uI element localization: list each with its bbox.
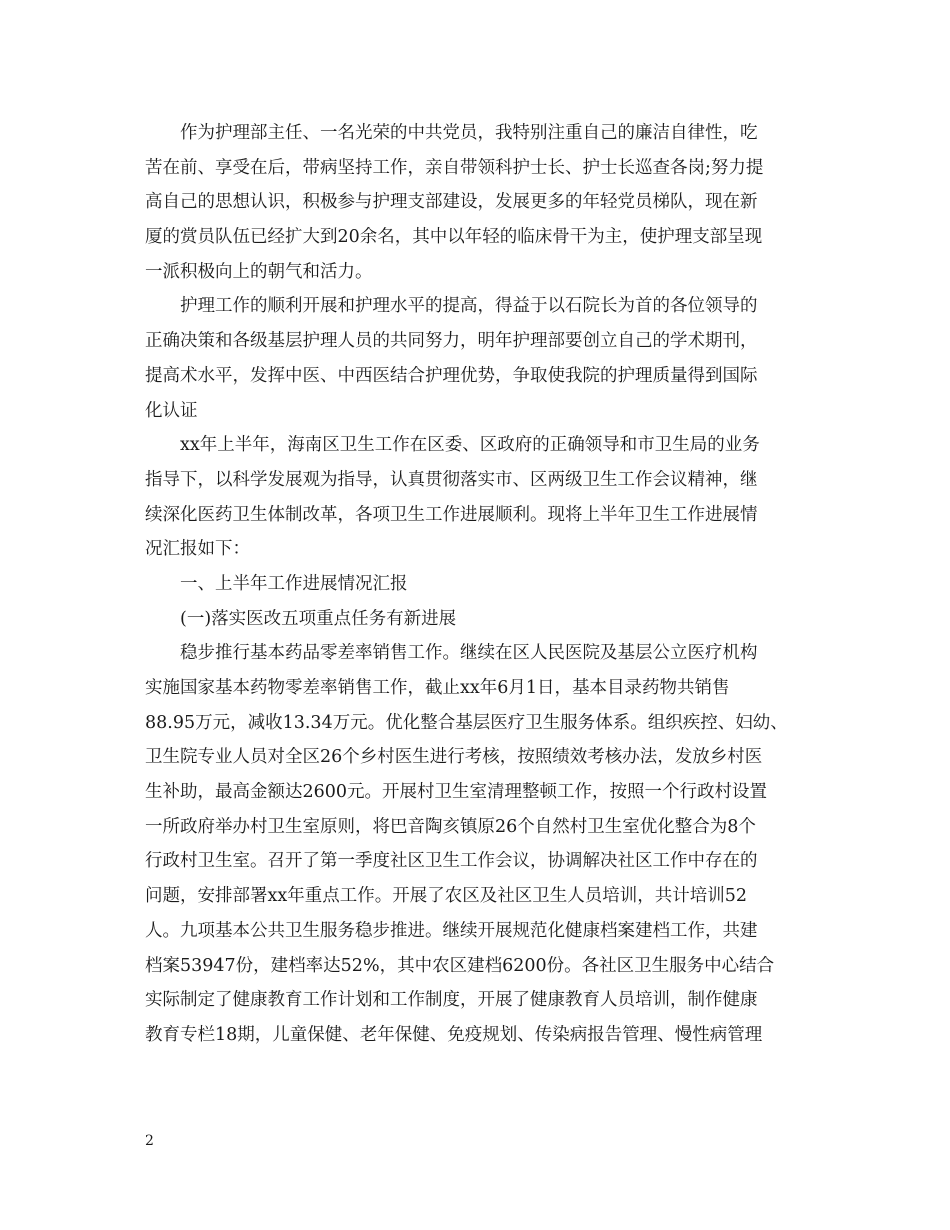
paragraph-line: 行政村卫生室。召开了第一季度社区卫生工作会议，协调解决社区工作中存在的 (145, 851, 758, 872)
paragraph-line: 人。九项基本公共卫生服务稳步推进。继续开展规范化健康档案建档工作，共建 (145, 920, 758, 941)
paragraph-line: 档案53947份，建档率达52%，其中农区建档6200份。各社区卫生服务中心结合 (145, 955, 775, 976)
page-number: 2 (145, 1133, 154, 1149)
paragraph-line: 一派积极向上的朝气和活力。 (145, 261, 373, 282)
paragraph-line: 一所政府举办村卫生室原则，将巴音陶亥镇原26个自然村卫生室优化整合为8个 (145, 816, 756, 837)
paragraph-line: 稳步推行基本药品零差率销售工作。继续在区人民医院及基层公立医疗机构 (180, 643, 758, 664)
body-text (145, 116, 813, 1053)
subsection-heading: (一)落实医改五项重点任务有新进展 (180, 608, 457, 629)
section-heading: 一、上半年工作进展情况汇报 (180, 573, 408, 594)
paragraph-line: 教育专栏18期，儿童保健、老年保健、免疫规划、传染病报告管理、慢性病管理 (145, 1024, 763, 1045)
paragraph-line: 苦在前、享受在后，带病坚持工作，亲自带领科护士长、护士长巡查各岗;努力提 (145, 157, 764, 178)
paragraph-line: 实施国家基本药物零差率销售工作，截止xx年6月1日，基本目录药物共销售 (145, 678, 730, 698)
paragraph-line: 续深化医药卫生体制改革，各项卫生工作进展顺利。现将上半年卫生工作进展情 (145, 504, 758, 525)
paragraph-line: 指导下，以科学发展观为指导，认真贯彻落实市、区两级卫生工作会议精神，继 (145, 469, 758, 490)
paragraph-line: 提高术水平，发挥中医、中西医结合护理优势，争取使我院的护理质量得到国际 (145, 365, 758, 386)
paragraph-line: 作为护理部主任、一名光荣的中共党员，我特别注重自己的廉洁自律性，吃 (180, 123, 758, 143)
paragraph-line: 生补助，最高金额达2600元。开展村卫生室清理整顿工作，按照一个行政村设置 (145, 782, 768, 803)
paragraph-line: 问题，安排部署xx年重点工作。开展了农区及社区卫生人员培训，共计培训52 (145, 886, 748, 907)
paragraph-line: 护理工作的顺利开展和护理水平的提高，得益于以石院长为首的各位领导的 (180, 296, 758, 317)
paragraph-line: 卫生院专业人员对全区26个乡村医生进行考核，按照绩效考核办法，发放乡村医 (145, 747, 763, 768)
paragraph-line: 化认证 (145, 400, 198, 421)
paragraph-line: 88.95万元，减收13.34万元。优化整合基层医疗卫生服务体系。组织疾控、妇幼、 (145, 712, 788, 733)
paragraph-line: 实际制定了健康教育工作计划和工作制度，开展了健康教育人员培训，制作健康 (145, 990, 758, 1011)
paragraph-line: 厦的赏员队伍已经扩大到20余名，其中以年轻的临床骨干为主，使护理支部呈现 (145, 227, 763, 248)
paragraph-line: xx年上半年，海南区卫生工作在区委、区政府的正确领导和市卫生局的业务 (180, 435, 760, 456)
paragraph-line: 正确决策和各级基层护理人员的共同努力，明年护理部要创立自己的学术期刊， (145, 331, 758, 352)
paragraph-line: 高自己的思想认识，积极参与护理支部建设，发展更多的年轻党员梯队，现在新 (145, 192, 758, 213)
paragraph-line: 况汇报如下： (145, 539, 250, 560)
